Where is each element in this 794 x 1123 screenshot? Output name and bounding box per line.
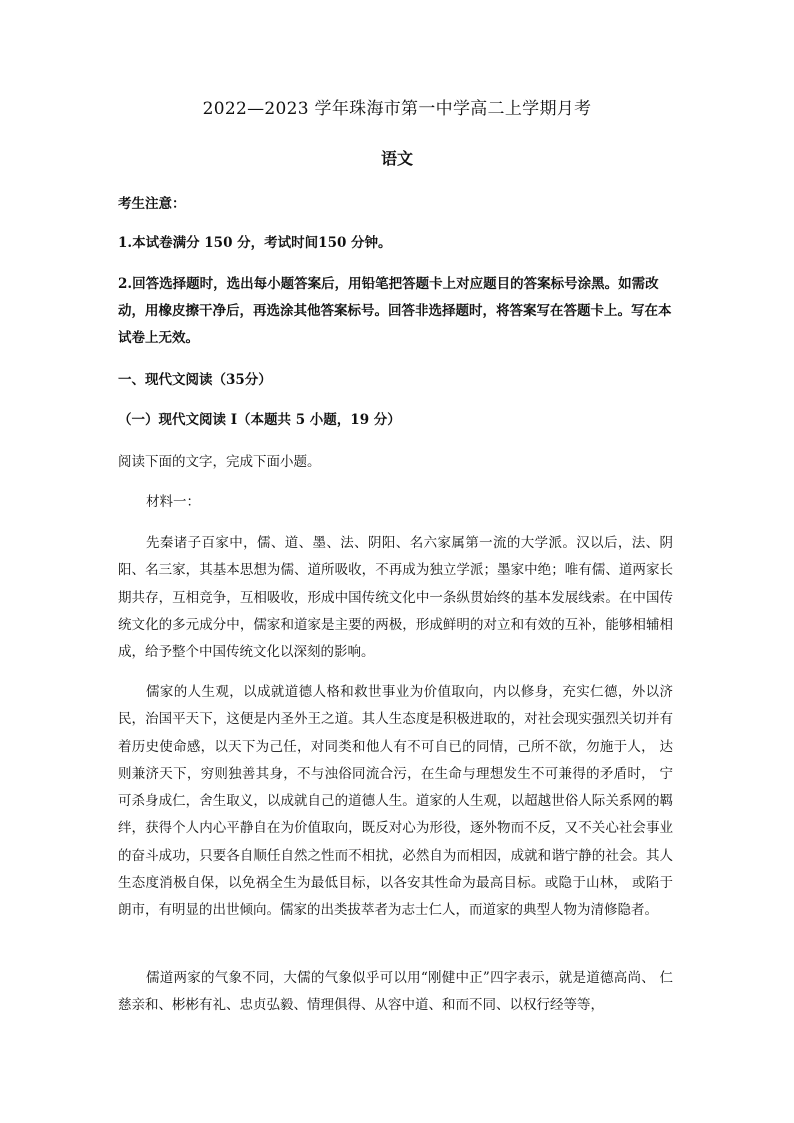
notice-heading: 考生注意： xyxy=(118,196,186,212)
notice-rule-2: 2.回答选择题时，选出每小题答案后，用铅笔把答题卡上对应题目的答案标号涂黑。如需改动，用橡皮擦干净后，再选涂其他答案标号。回答非选择题时，将答案写在答题卡上。写在本试卷上无效。 xyxy=(118,276,672,346)
exam-title: 2022—2023 学年珠海市第一中学高二上学期月考 xyxy=(202,99,592,119)
paragraph-2: 儒家的人生观，以成就道德人格和救世事业为价值取向，内以修身，充实仁德，外以济民，治国平天下，这便是内圣外王之道。其人生态度是积极进取的，对社会现实强烈关切并有着历史使命感，以天下为己任，对同类和他人有不可自已的同情，己所不欲，勿施于人， 达则兼济天下，穷则独善其身，不与浊俗同流合污，在生命与理想发生不可兼得的矛盾时， 宁可杀身成仁，舍生取义，以成就自己的道德人生。道家的人生观，以超越世俗人际关系网的羁绊，获得个人内心平静自在为价值取向，既反对心为形役，逐外物而不反，又不关心社会事业的奋斗成功，只要各自顺任自然之性而不相扰，必然自为而相因，成就和谐宁静的社会。其人生态度消极自保，以免祸全生为最低目标，以各安其性命为最高目标。或隐于山林， 或陷于朗市，有明显的出世倾向。儒家的出类拔萃者为志士仁人，而道家的典型人物为清修隐者。 xyxy=(118,684,673,919)
material-label: 材料一： xyxy=(146,494,200,510)
notice-rule-1: 1.本试卷满分 150 分，考试时间150 分钟。 xyxy=(118,235,392,251)
exam-subject: 语文 xyxy=(380,149,413,168)
reading-instruction: 阅读下面的文字，完成下面小题。 xyxy=(118,454,321,470)
subsection-heading: （一）现代文阅读 Ⅰ（本题共 5 小题，19 分） xyxy=(118,412,401,428)
paragraph-1: 先秦诸子百家中，儒、道、墨、法、阴阳、名六家属第一流的大学派。汉以后，法、阴阳、名三家，其基本思想为儒、道所吸收，不再成为独立学派；墨家中绝；唯有儒、道两家长期共存，互相竞争，互相吸收，形成中国传统文化中一条纵贯始终的基本发展线索。在中国传统文化的多元成分中，儒家和道家是主要的两极，形成鲜明的对立和有效的互补，能够相辅相成，给予整个中国传统文化以深刻的影响。 xyxy=(118,535,673,661)
section-heading: 一、现代文阅读（35分） xyxy=(118,372,272,388)
paragraph-3: 儒道两家的气象不同，大儒的气象似乎可以用“刚健中正”四字表示，就是道德高尚、 仁慈亲和、彬彬有礼、忠贞弘毅、情理俱得、从容中道、和而不同、以权行经等等， xyxy=(118,970,673,1014)
